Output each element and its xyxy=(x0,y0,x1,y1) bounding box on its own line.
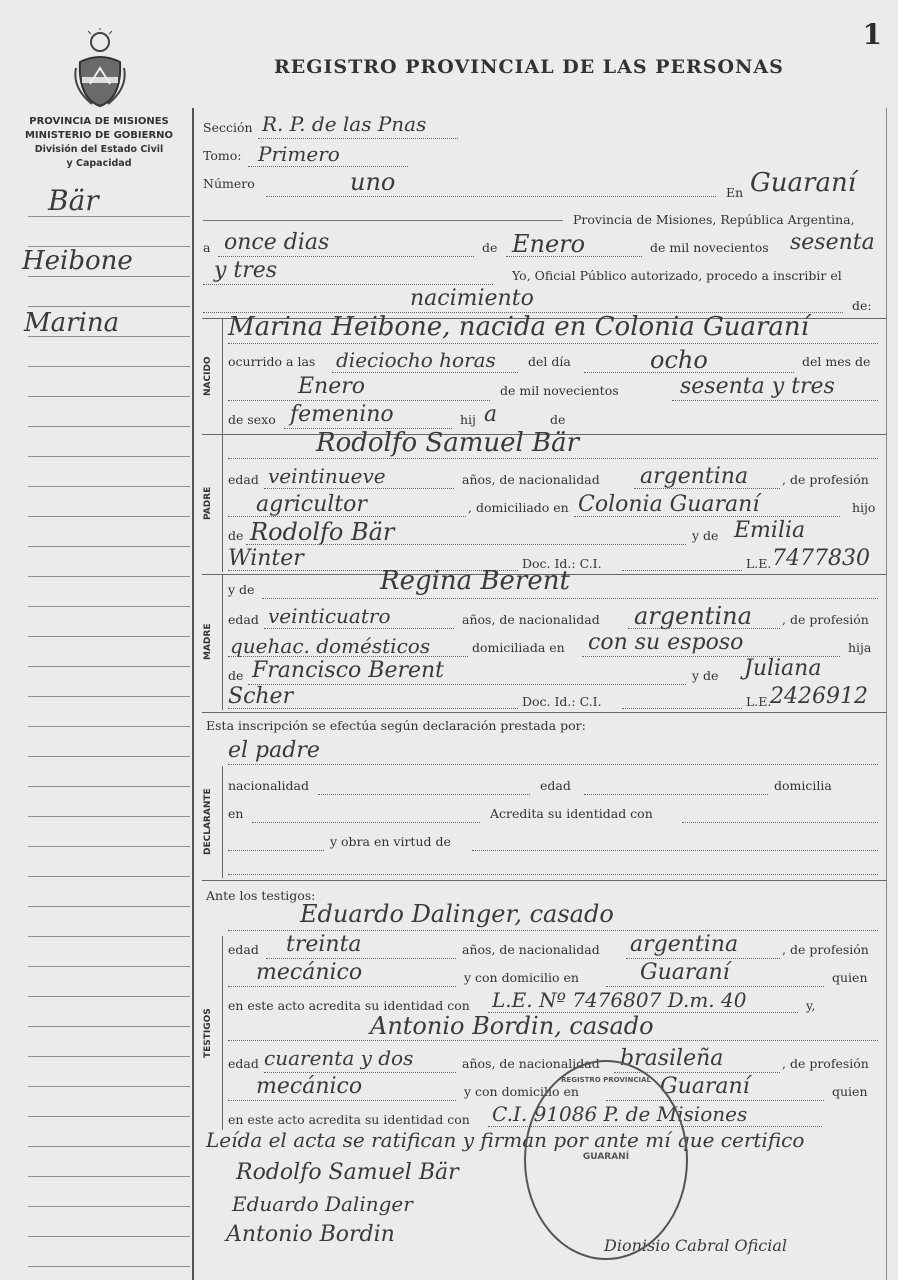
margin-rule xyxy=(28,966,190,967)
mother-edad-label: edad xyxy=(228,612,259,627)
tomo-line xyxy=(248,166,408,167)
child-full-name: Marina Heibone, nacida en Colonia Guaraní xyxy=(228,312,809,342)
capacity-line: y Capacidad xyxy=(66,158,132,169)
de-colon-label: de: xyxy=(852,298,872,313)
witness2-acredita-label: en este acto acredita su identidad con xyxy=(228,1112,470,1127)
margin-rule xyxy=(28,786,190,787)
margin-rule xyxy=(28,876,190,877)
witness2-age-line xyxy=(264,1072,456,1073)
witness1-nac-label: años, de nacionalidad xyxy=(462,942,600,957)
mother-y-de2-label: y de xyxy=(692,668,719,683)
nacido-section-label: NACIDO xyxy=(203,356,213,396)
blank-line xyxy=(203,220,563,221)
act-type-value: nacimiento xyxy=(410,286,534,311)
birth-month-line xyxy=(228,400,490,401)
declarante-edad-line xyxy=(584,794,768,795)
birth-day-value: ocho xyxy=(650,346,708,374)
mother-hija-label: hija xyxy=(848,640,872,655)
margin-rule xyxy=(28,276,190,277)
father-nationality-line xyxy=(634,488,780,489)
margin-rule xyxy=(28,606,190,607)
margin-rule xyxy=(28,516,190,517)
witness2-profession-line xyxy=(228,1100,456,1101)
sex-value: femenino xyxy=(290,402,394,427)
witness1-acredita-label: en este acto acredita su identidad con xyxy=(228,998,470,1013)
witness2-name-line xyxy=(228,1040,878,1041)
margin-second-surname: Heibone xyxy=(22,246,133,276)
declarante-section-label: DECLARANTE xyxy=(203,788,213,856)
numero-label: Número xyxy=(203,176,255,191)
margin-rule xyxy=(28,486,190,487)
dia-label: del día xyxy=(528,354,571,369)
hij-label: hij xyxy=(460,412,476,427)
page-number: 1 xyxy=(862,18,882,51)
padre-section-label: PADRE xyxy=(203,486,213,520)
mother-doc-label: Doc. Id.: C.I. xyxy=(522,694,602,709)
tomo-value: Primero xyxy=(258,142,340,166)
mother-nationality-line xyxy=(628,628,780,629)
margin-rule xyxy=(28,666,190,667)
hij-de-label: de xyxy=(550,412,566,427)
signature-witness2: Antonio Bordin xyxy=(226,1222,395,1247)
father-le-value: 7477830 xyxy=(772,546,870,571)
witness2-name: Antonio Bordin, casado xyxy=(370,1012,654,1040)
father-parents-de-label: de xyxy=(228,528,244,543)
year-label: de mil novecientos xyxy=(650,240,769,255)
margin-rule xyxy=(28,1116,190,1117)
birth-month-value: Enero xyxy=(298,374,366,399)
witness1-domicile-line xyxy=(606,986,824,987)
a-label: a xyxy=(203,240,211,255)
father-profession-line xyxy=(228,516,466,517)
testigos-intro: Ante los testigos: xyxy=(206,888,316,903)
father-doc-label: Doc. Id.: C.I. xyxy=(522,556,602,571)
mother-name-line xyxy=(262,598,878,599)
father-profession-value: agricultor xyxy=(256,492,367,517)
father-name: Rodolfo Samuel Bär xyxy=(316,428,580,458)
witness2-id-value: C.I. 91086 P. de Misiones xyxy=(492,1102,748,1126)
margin-rule xyxy=(28,1266,190,1267)
de-label: de xyxy=(482,240,498,255)
month-value: Enero xyxy=(512,230,586,258)
margin-rule xyxy=(28,426,190,427)
tomo-label: Tomo: xyxy=(203,148,242,163)
birth-year-line xyxy=(672,400,878,401)
declarante-dom-label: domicilia xyxy=(774,778,832,793)
margin-rule xyxy=(28,1206,190,1207)
day-value: once dias xyxy=(224,230,330,255)
margin-surname: Bär xyxy=(48,184,99,217)
margin-column xyxy=(0,0,192,1280)
year-value-continued: y tres xyxy=(214,258,278,283)
declarante-acredita-line xyxy=(682,822,878,823)
seccion-value: R. P. de las Pnas xyxy=(262,112,427,136)
maternal-grandmother-surname: Scher xyxy=(228,684,294,709)
father-nac-label: años, de nacionalidad xyxy=(462,472,600,487)
birth-year-value: sesenta y tres xyxy=(680,374,835,399)
hour-value: dieciocho horas xyxy=(336,348,496,372)
witness1-edad-label: edad xyxy=(228,942,259,957)
paternal-grandfather-value: Rodolfo Bär xyxy=(250,518,395,546)
closing-statement: Leída el acta se ratifican y firman por ante mí que certifico xyxy=(206,1128,805,1152)
margin-rule xyxy=(28,1056,190,1057)
declarante-line xyxy=(228,764,878,765)
witness2-nationality-value: brasileña xyxy=(620,1046,724,1071)
seccion-line xyxy=(258,138,458,139)
margin-rule xyxy=(28,366,190,367)
declarante-en-line xyxy=(252,822,480,823)
mother-nac-label: años, de nacionalidad xyxy=(462,612,600,627)
father-age-line xyxy=(264,488,454,489)
margin-rule xyxy=(28,906,190,907)
witness1-nationality-value: argentina xyxy=(630,932,739,957)
seccion-label: Sección xyxy=(203,120,253,135)
declarante-en-label: en xyxy=(228,806,244,821)
mother-profession-line xyxy=(228,656,468,657)
stamp-center-text: GUARANÍ xyxy=(582,1152,630,1162)
margin-rule xyxy=(28,816,190,817)
father-age-value: veintinueve xyxy=(268,464,386,488)
margin-rule xyxy=(28,306,190,307)
witness1-y-label: y, xyxy=(806,998,816,1013)
maternal-grandfather-line xyxy=(248,684,686,685)
margin-given-name: Marina xyxy=(24,308,120,338)
mother-prof-label: , de profesión xyxy=(782,612,869,627)
witness1-profession-value: mecánico xyxy=(256,960,363,985)
declarante-obra-line xyxy=(472,850,878,851)
mother-profession-value: quehac. domésticos xyxy=(230,634,431,658)
province-country: Provincia de Misiones, República Argentina, xyxy=(573,212,855,227)
en-value: Guaraní xyxy=(750,168,857,198)
margin-rule xyxy=(28,726,190,727)
maternal-grandmother-value: Juliana xyxy=(744,656,822,681)
stamp-top-text: REGISTRO PROVINCIAL xyxy=(561,1076,651,1084)
year-value: sesenta xyxy=(790,230,875,255)
witness1-prof-label: , de profesión xyxy=(782,942,869,957)
numero-value: uno xyxy=(350,168,396,196)
mother-ci-line xyxy=(622,708,742,709)
witness2-prof-label: , de profesión xyxy=(782,1056,869,1071)
section-divider xyxy=(202,880,886,881)
signature-witness1: Eduardo Dalinger xyxy=(232,1192,413,1216)
margin-rule xyxy=(28,456,190,457)
day-line xyxy=(218,256,474,257)
witness1-quien-label: quien xyxy=(832,970,868,985)
margin-rule xyxy=(28,996,190,997)
margin-rule xyxy=(28,576,190,577)
mother-age-line xyxy=(264,628,454,629)
margin-rule xyxy=(28,1086,190,1087)
margin-rule xyxy=(28,936,190,937)
father-domicile-line xyxy=(574,516,840,517)
paternal-grandmother-value: Emilia xyxy=(734,518,806,543)
hour-line xyxy=(332,372,518,373)
margin-rule xyxy=(28,1176,190,1177)
birth-year-label: de mil novecientos xyxy=(500,383,619,398)
witness1-domicile-value: Guaraní xyxy=(640,960,730,985)
mes-label: del mes de xyxy=(802,354,871,369)
signature-officer: Dionisio Cabral Oficial xyxy=(604,1236,787,1255)
month-line xyxy=(506,256,642,257)
declarante-nac-label: nacionalidad xyxy=(228,778,309,793)
madre-section-label: MADRE xyxy=(203,623,213,661)
witness2-age-value: cuarenta y dos xyxy=(264,1046,414,1070)
page-title: REGISTRO PROVINCIAL DE LAS PERSONAS xyxy=(274,56,784,78)
declarante-obra-label: y obra en virtud de xyxy=(330,834,451,849)
official-stamp xyxy=(524,1060,688,1260)
mother-domicile-value: con su esposo xyxy=(588,630,744,655)
mother-parents-de-label: de xyxy=(228,668,244,683)
witness1-nationality-line xyxy=(626,958,780,959)
year-line xyxy=(203,284,493,285)
witness1-age-value: treinta xyxy=(286,932,362,957)
declarante-intro: Esta inscripción se efectúa según declaración prestada por: xyxy=(206,718,586,733)
margin-rule xyxy=(28,396,190,397)
father-edad-label: edad xyxy=(228,472,259,487)
ocurrido-label: ocurrido a las xyxy=(228,354,316,369)
mother-age-value: veinticuatro xyxy=(268,604,391,628)
witness2-nac-label: años, de nacionalidad xyxy=(462,1056,600,1071)
witness2-quien-label: quien xyxy=(832,1084,868,1099)
declarante-extra-line xyxy=(228,874,878,875)
right-border xyxy=(886,108,887,1280)
child-name-line xyxy=(228,343,878,344)
witness1-name-line xyxy=(228,930,878,931)
mother-le-label: L.E. xyxy=(746,694,772,709)
witness1-name: Eduardo Dalinger, casado xyxy=(300,900,614,928)
father-dom-label: , domiciliado en xyxy=(468,500,569,515)
mother-name: Regina Berent xyxy=(380,566,570,596)
mother-dom-label: domiciliada en xyxy=(472,640,565,655)
margin-rule xyxy=(28,1146,190,1147)
margin-rule xyxy=(28,1026,190,1027)
father-nationality-value: argentina xyxy=(640,464,749,489)
witness1-profession-line xyxy=(228,986,456,987)
declarante-acredita-label: Acredita su identidad con xyxy=(490,806,653,821)
sexo-label: de sexo xyxy=(228,412,276,427)
hij-suffix-value: a xyxy=(484,402,498,427)
declarante-obra-pre-line xyxy=(228,850,324,851)
witness2-edad-label: edad xyxy=(228,1056,259,1071)
witness1-age-line xyxy=(266,958,456,959)
birth-day-line xyxy=(584,372,794,373)
father-domicile-value: Colonia Guaraní xyxy=(578,492,760,517)
father-y-de-label: y de xyxy=(692,528,719,543)
paternal-grandfather-line xyxy=(246,544,686,545)
mother-nationality-value: argentina xyxy=(634,602,752,630)
signature-father: Rodolfo Samuel Bär xyxy=(236,1160,459,1185)
margin-rule xyxy=(28,696,190,697)
declarante-nac-line xyxy=(318,794,530,795)
maternal-grandfather-value: Francisco Berent xyxy=(252,658,445,683)
declarante-edad-label: edad xyxy=(540,778,571,793)
father-ci-line xyxy=(622,570,742,571)
margin-rule xyxy=(28,636,190,637)
father-name-line xyxy=(228,458,878,459)
margin-rule xyxy=(28,756,190,757)
margin-rule xyxy=(28,1236,190,1237)
en-label: En xyxy=(726,185,744,200)
mother-le-value: 2426912 xyxy=(770,684,868,709)
witness2-profession-value: mecánico xyxy=(256,1074,363,1099)
margin-rule xyxy=(28,846,190,847)
officer-statement: Yo, Oficial Público autorizado, procedo a inscribir el xyxy=(512,268,842,283)
father-le-label: L.E. xyxy=(746,556,772,571)
paternal-grandmother-surname: Winter xyxy=(228,546,304,571)
numero-line xyxy=(266,196,716,197)
column-divider xyxy=(192,108,194,1280)
division-line: División del Estado Civil xyxy=(34,144,164,155)
witness1-id-value: L.E. Nº 7476807 D.m. 40 xyxy=(492,988,747,1012)
mother-y-de-label: y de xyxy=(228,582,255,597)
father-prof-label: , de profesión xyxy=(782,472,869,487)
province-line: PROVINCIA DE MISIONES xyxy=(29,116,169,127)
section-divider xyxy=(202,712,886,713)
margin-rule xyxy=(28,546,190,547)
witness2-dom-label: y con domicilio en xyxy=(464,1084,579,1099)
ministry-line: MINISTERIO DE GOBIERNO xyxy=(24,130,174,141)
father-hijo-label: hijo xyxy=(852,500,876,515)
mother-doc-line xyxy=(228,708,518,709)
declarante-value: el padre xyxy=(228,738,320,763)
testigos-section-label: TESTIGOS xyxy=(203,1008,213,1058)
witness1-dom-label: y con domicilio en xyxy=(464,970,579,985)
witness2-domicile-value: Guaraní xyxy=(660,1074,750,1099)
